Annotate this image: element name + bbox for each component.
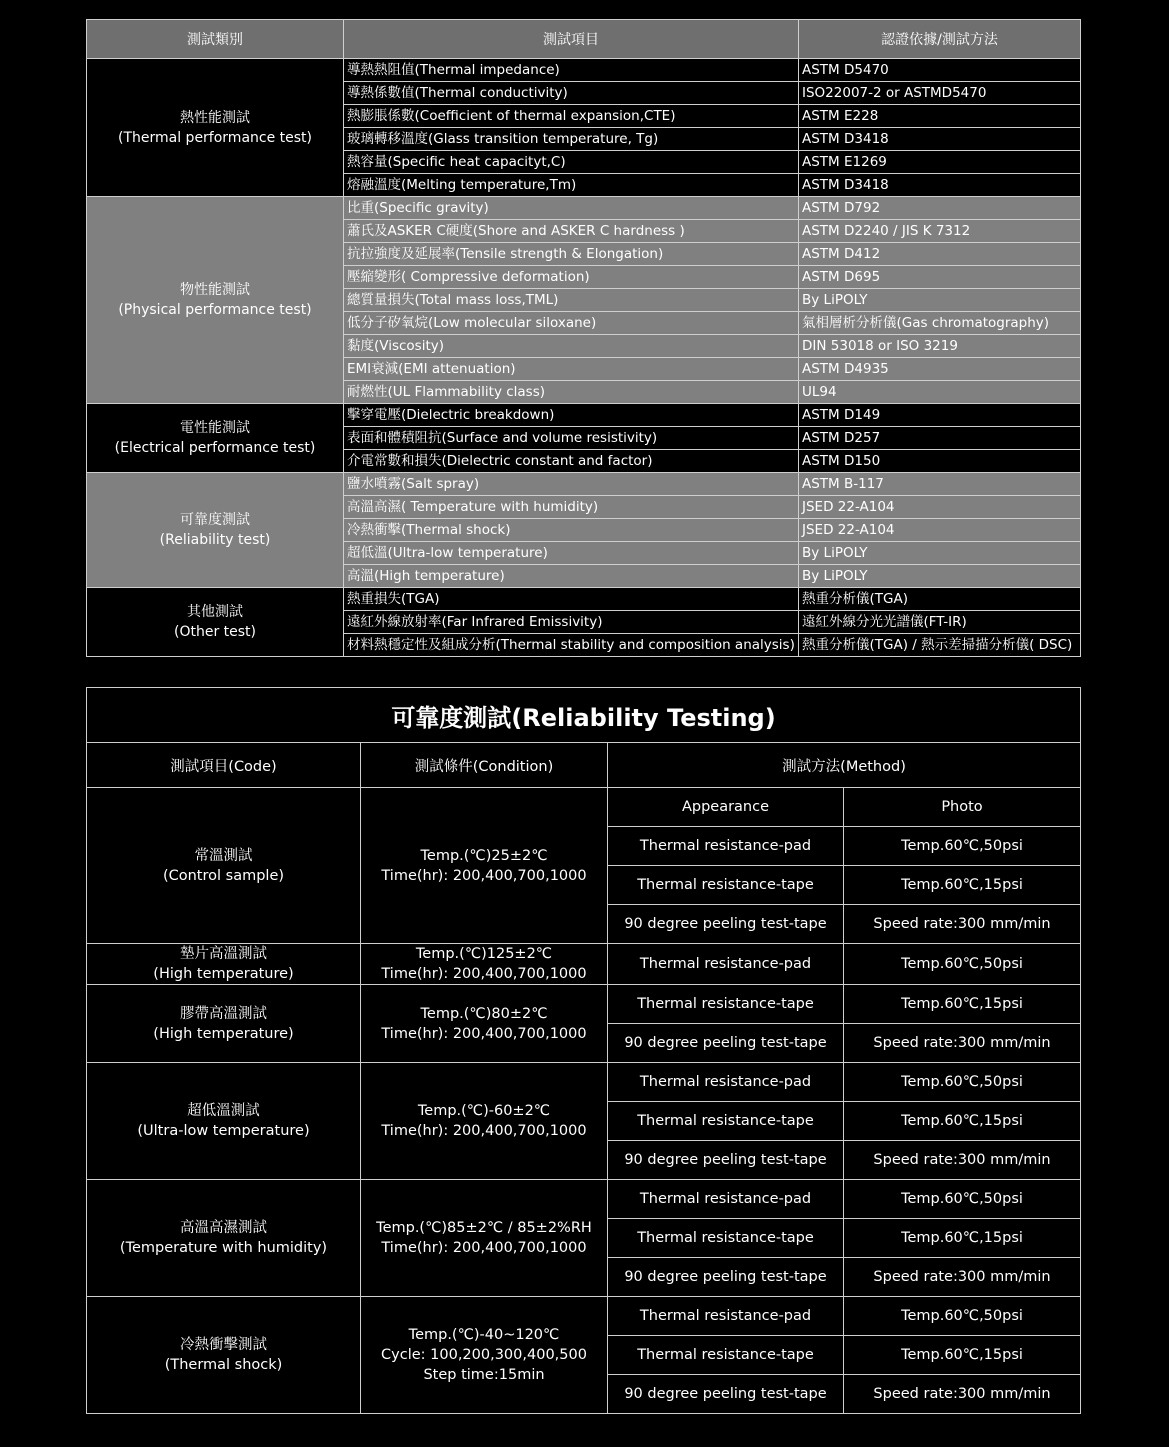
test-item-cell: 耐燃性(UL Flammability class) xyxy=(344,381,799,404)
method-appearance-cell: Thermal resistance-pad xyxy=(608,944,844,985)
test-method-cell: By LiPOLY xyxy=(799,542,1081,565)
condition-cell xyxy=(361,788,608,944)
test-method-cell: DIN 53018 or ISO 3219 xyxy=(799,335,1081,358)
code-line: 冷熱衝擊測試 xyxy=(180,1337,267,1353)
category-name-en: (Physical performance test) xyxy=(118,302,312,318)
category-name-zh: 電性能測試 xyxy=(180,420,250,436)
code-line: (Temperature with humidity) xyxy=(119,1240,328,1256)
test-categories-table-wrap xyxy=(86,19,1080,657)
test-method-cell: UL94 xyxy=(799,381,1081,404)
table-row xyxy=(87,473,1081,496)
reliability-row xyxy=(87,1063,1081,1102)
condition-line: Step time:15min xyxy=(423,1367,545,1383)
test-item-cell: 冷熱衝擊(Thermal shock) xyxy=(344,519,799,542)
method-appearance-cell: 90 degree peeling test-tape xyxy=(608,1141,844,1180)
test-item-cell: 比重(Specific gravity) xyxy=(344,197,799,220)
reliability-header-row xyxy=(87,743,1081,788)
method-photo-cell: Speed rate:300 mm/min xyxy=(844,905,1081,944)
condition-line: Time(hr): 200,400,700,1000 xyxy=(381,1123,587,1139)
code-line: 常溫測試 xyxy=(194,847,253,864)
condition-cell xyxy=(361,944,608,985)
code-cell xyxy=(87,985,361,1063)
test-method-cell: ASTM D2240 / JIS K 7312 xyxy=(799,220,1081,243)
header-code: 測試項目(Code) xyxy=(87,743,361,788)
category-cell xyxy=(87,59,344,197)
method-photo-cell: Speed rate:300 mm/min xyxy=(844,1375,1081,1414)
code-line: (Thermal shock) xyxy=(164,1357,283,1373)
method-appearance-cell: Thermal resistance-tape xyxy=(608,1336,844,1375)
test-item-cell: 介電常數和損失(Dielectric constant and factor) xyxy=(344,450,799,473)
test-method-cell: 遠紅外線分光光譜儀(FT-IR) xyxy=(799,611,1081,634)
category-name-en: (Other test) xyxy=(173,624,256,640)
header-test-item: 測試項目 xyxy=(344,20,799,59)
reliability-table-wrap xyxy=(86,687,1080,1414)
header-method: 認證依據/測試方法 xyxy=(799,20,1081,59)
method-appearance-cell: 90 degree peeling test-tape xyxy=(608,1258,844,1297)
test-method-cell: By LiPOLY xyxy=(799,565,1081,588)
code-line: 高溫高濕測試 xyxy=(180,1220,267,1236)
table-row xyxy=(87,197,1081,220)
test-item-cell: 導熱係數值(Thermal conductivity) xyxy=(344,82,799,105)
category-name-en: (Electrical performance test) xyxy=(114,440,316,456)
code-line: (Control sample) xyxy=(162,867,285,884)
method-photo-cell: Speed rate:300 mm/min xyxy=(844,1258,1081,1297)
table-row xyxy=(87,588,1081,611)
test-method-cell: ASTM E228 xyxy=(799,105,1081,128)
category-cell xyxy=(87,197,344,404)
condition-cell xyxy=(361,1297,608,1414)
category-name-zh: 其他測試 xyxy=(187,604,243,620)
condition-line: Temp.(℃)80±2℃ xyxy=(420,1005,548,1022)
condition-line: Cycle: 100,200,300,400,500 xyxy=(381,1347,587,1363)
code-line: 超低溫測試 xyxy=(187,1103,260,1119)
condition-line: Temp.(℃)85±2℃ / 85±2%RH xyxy=(376,1220,592,1236)
test-method-cell: ASTM B-117 xyxy=(799,473,1081,496)
condition-line: Temp.(℃)-60±2℃ xyxy=(417,1103,551,1119)
method-photo-cell: Temp.60℃,50psi xyxy=(844,1297,1081,1336)
method-appearance-cell: 90 degree peeling test-tape xyxy=(608,905,844,944)
category-cell xyxy=(87,588,344,657)
test-item-cell: EMI衰減(EMI attenuation) xyxy=(344,358,799,381)
test-item-cell: 擊穿電壓(Dielectric breakdown) xyxy=(344,404,799,427)
method-photo-cell: Speed rate:300 mm/min xyxy=(844,1024,1081,1063)
code-cell xyxy=(87,1180,361,1297)
method-photo-cell: Speed rate:300 mm/min xyxy=(844,1141,1081,1180)
category-name-zh: 熱性能測試 xyxy=(180,109,250,126)
condition-line: Time(hr): 200,400,700,1000 xyxy=(381,966,587,982)
test-item-cell: 熔融溫度(Melting temperature,Tm) xyxy=(344,174,799,197)
test-item-cell: 總質量損失(Total mass loss,TML) xyxy=(344,289,799,312)
condition-line: Time(hr): 200,400,700,1000 xyxy=(381,867,587,884)
test-item-cell: 玻璃轉移溫度(Glass transition temperature, Tg) xyxy=(344,128,799,151)
test-item-cell: 表面和體積阻抗(Surface and volume resistivity) xyxy=(344,427,799,450)
condition-line: Temp.(℃)-40~120℃ xyxy=(408,1327,560,1343)
method-photo-cell: Temp.60℃,15psi xyxy=(844,985,1081,1024)
table-row xyxy=(87,404,1081,427)
test-method-cell: ASTM D695 xyxy=(799,266,1081,289)
test-method-cell: ASTM D150 xyxy=(799,450,1081,473)
reliability-title-row xyxy=(87,688,1081,743)
condition-cell xyxy=(361,1180,608,1297)
test-item-cell: 黏度(Viscosity) xyxy=(344,335,799,358)
reliability-title: 可靠度測試(Reliability Testing) xyxy=(87,688,1081,743)
category-name-en: (Reliability test) xyxy=(159,532,271,548)
test-item-cell: 鹽水噴霧(Salt spray) xyxy=(344,473,799,496)
code-line: (High temperature) xyxy=(153,1025,294,1042)
table-header-row xyxy=(87,20,1081,59)
method-appearance-cell: Thermal resistance-pad xyxy=(608,1297,844,1336)
test-method-cell: ASTM D149 xyxy=(799,404,1081,427)
condition-cell xyxy=(361,985,608,1063)
test-method-cell: JSED 22-A104 xyxy=(799,496,1081,519)
test-item-cell: 熱容量(Specific heat capacityt,C) xyxy=(344,151,799,174)
reliability-row xyxy=(87,788,1081,827)
test-method-cell: By LiPOLY xyxy=(799,289,1081,312)
test-item-cell: 高溫高濕( Temperature with humidity) xyxy=(344,496,799,519)
method-appearance-cell: Thermal resistance-tape xyxy=(608,866,844,905)
test-method-cell: ASTM D3418 xyxy=(799,128,1081,151)
header-condition: 測試條件(Condition) xyxy=(361,743,608,788)
reliability-row xyxy=(87,944,1081,985)
method-appearance-cell: Thermal resistance-pad xyxy=(608,827,844,866)
test-item-cell: 熱重損失(TGA) xyxy=(344,588,799,611)
code-line: 膠帶高溫測試 xyxy=(180,1005,267,1022)
condition-cell xyxy=(361,1063,608,1180)
test-item-cell: 熱膨脹係數(Coefficient of thermal expansion,CTE) xyxy=(344,105,799,128)
test-method-cell: ISO22007-2 or ASTMD5470 xyxy=(799,82,1081,105)
code-line: (Ultra-low temperature) xyxy=(137,1123,310,1139)
test-method-cell: ASTM D5470 xyxy=(799,59,1081,82)
method-appearance-cell: Thermal resistance-pad xyxy=(608,1180,844,1219)
test-method-cell: 熱重分析儀(TGA) xyxy=(799,588,1081,611)
method-appearance-cell: Thermal resistance-pad xyxy=(608,1063,844,1102)
method-photo-cell: Temp.60℃,50psi xyxy=(844,1180,1081,1219)
test-method-cell: ASTM D4935 xyxy=(799,358,1081,381)
method-appearance-cell: Thermal resistance-tape xyxy=(608,1219,844,1258)
test-method-cell: ASTM D257 xyxy=(799,427,1081,450)
reliability-row xyxy=(87,1180,1081,1219)
test-method-cell: JSED 22-A104 xyxy=(799,519,1081,542)
code-line: (High temperature) xyxy=(153,966,294,982)
test-method-cell: 氣相層析分析儀(Gas chromatography) xyxy=(799,312,1081,335)
test-method-cell: ASTM D412 xyxy=(799,243,1081,266)
test-method-cell: ASTM D792 xyxy=(799,197,1081,220)
reliability-table xyxy=(86,687,1081,1414)
method-photo-cell: Temp.60℃,15psi xyxy=(844,866,1081,905)
method-appearance-cell: Thermal resistance-tape xyxy=(608,985,844,1024)
method-appearance-cell: Thermal resistance-tape xyxy=(608,1102,844,1141)
test-method-cell: ASTM D3418 xyxy=(799,174,1081,197)
method-photo-cell: Temp.60℃,50psi xyxy=(844,827,1081,866)
test-item-cell: 遠紅外線放射率(Far Infrared Emissivity) xyxy=(344,611,799,634)
test-categories-body xyxy=(87,59,1081,657)
test-item-cell: 低分子矽氧烷(Low molecular siloxane) xyxy=(344,312,799,335)
method-photo-cell: Temp.60℃,15psi xyxy=(844,1336,1081,1375)
method-photo-cell: Temp.60℃,15psi xyxy=(844,1219,1081,1258)
test-item-cell: 蕭氏及ASKER C硬度(Shore and ASKER C hardness ) xyxy=(344,220,799,243)
test-item-cell: 導熱熱阻值(Thermal impedance) xyxy=(344,59,799,82)
code-cell xyxy=(87,1063,361,1180)
test-item-cell: 高溫(High temperature) xyxy=(344,565,799,588)
category-cell xyxy=(87,404,344,473)
category-name-zh: 物性能測試 xyxy=(180,282,250,298)
test-method-cell: ASTM E1269 xyxy=(799,151,1081,174)
method-photo-cell: Temp.60℃,50psi xyxy=(844,1063,1081,1102)
category-name-zh: 可靠度測試 xyxy=(180,512,250,528)
condition-line: Temp.(℃)125±2℃ xyxy=(415,946,553,962)
test-categories-table xyxy=(86,19,1081,657)
subheader-appearance: Appearance xyxy=(608,788,844,827)
test-item-cell: 超低溫(Ultra-low temperature) xyxy=(344,542,799,565)
table-row xyxy=(87,59,1081,82)
test-item-cell: 壓縮變形( Compressive deformation) xyxy=(344,266,799,289)
category-cell xyxy=(87,473,344,588)
code-cell xyxy=(87,1297,361,1414)
code-cell xyxy=(87,788,361,944)
reliability-body xyxy=(87,688,1081,1414)
test-method-cell: 熱重分析儀(TGA) / 熱示差掃描分析儀( DSC) xyxy=(799,634,1081,657)
reliability-row xyxy=(87,1297,1081,1336)
header-category: 測試類別 xyxy=(87,20,344,59)
code-line: 墊片高溫測試 xyxy=(180,946,267,962)
method-appearance-cell: 90 degree peeling test-tape xyxy=(608,1375,844,1414)
condition-line: Time(hr): 200,400,700,1000 xyxy=(381,1025,587,1042)
method-photo-cell: Temp.60℃,50psi xyxy=(844,944,1081,985)
reliability-row xyxy=(87,985,1081,1024)
header-method: 測試方法(Method) xyxy=(608,743,1081,788)
test-item-cell: 抗拉強度及延展率(Tensile strength & Elongation) xyxy=(344,243,799,266)
method-appearance-cell: 90 degree peeling test-tape xyxy=(608,1024,844,1063)
condition-line: Time(hr): 200,400,700,1000 xyxy=(381,1240,587,1256)
code-cell xyxy=(87,944,361,985)
category-name-en: (Thermal performance test) xyxy=(117,129,313,146)
test-item-cell: 材料熱穩定性及組成分析(Thermal stability and composition analysis) xyxy=(344,634,799,657)
method-photo-cell: Temp.60℃,15psi xyxy=(844,1102,1081,1141)
condition-line: Temp.(℃)25±2℃ xyxy=(420,847,548,864)
subheader-photo: Photo xyxy=(844,788,1081,827)
